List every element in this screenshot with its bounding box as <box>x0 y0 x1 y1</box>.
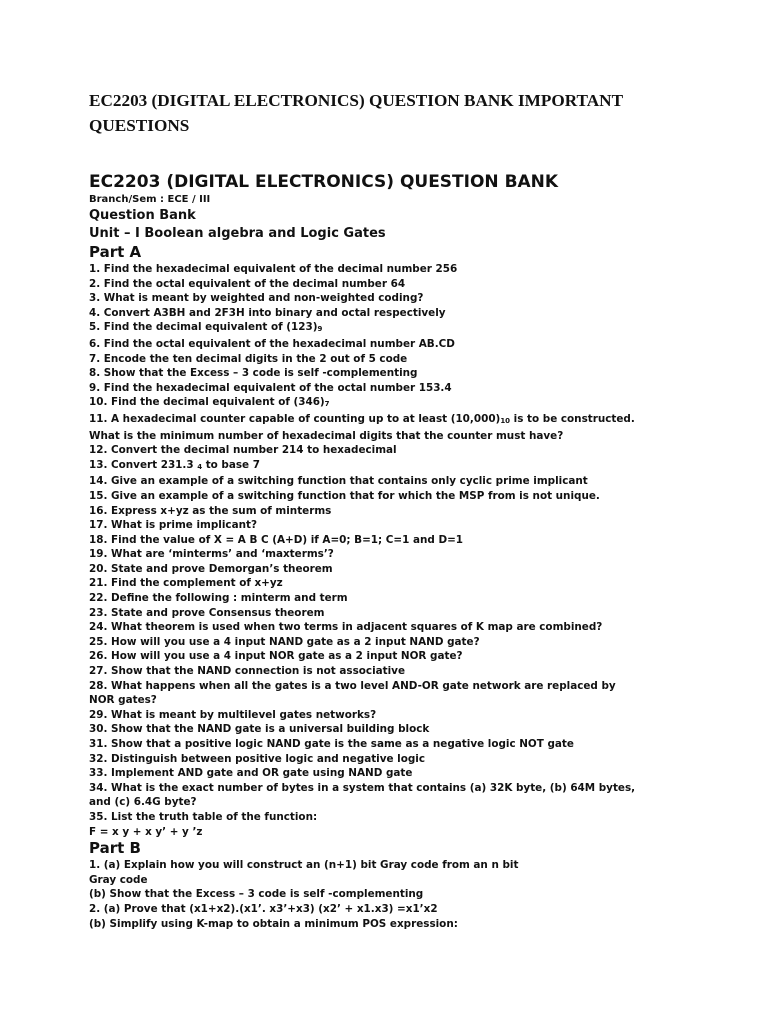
question-item: 31. Show that a positive logic NAND gate is the same as a negative logic NOT gate <box>89 738 574 750</box>
question-item: 30. Show that the NAND gate is a universal building block <box>89 723 430 736</box>
unit-title: Unit – I Boolean algebra and Logic Gates <box>89 226 386 241</box>
question-continuation: Gray code <box>89 873 148 886</box>
question-item: 23. State and prove Consensus theorem <box>89 606 325 619</box>
document <box>89 88 729 931</box>
question-item: 27. Show that the NAND connection is not associative <box>89 665 405 678</box>
page-title-line2: QUESTIONS <box>89 116 190 135</box>
question-text: 5. Find the decimal equivalent of (123) <box>89 321 318 334</box>
question-text: to base 7 <box>202 458 260 471</box>
question-text: is to be constructed. <box>510 412 635 425</box>
question-item: 29. What is meant by multilevel gates networks? <box>89 708 377 721</box>
question-item: 19. What are ‘minterms’ and ‘maxterms’? <box>89 548 334 561</box>
base-subscript: 4 <box>197 462 203 471</box>
question-continuation: NOR gates? <box>89 694 157 707</box>
question-item: 26. How will you use a 4 input NOR gate as a 2 input NOR gate? <box>89 650 463 663</box>
question-item: 1. (a) Explain how you will construct an (n+1) bit Gray code from an n bit <box>89 859 519 872</box>
question-text: 10. Find the decimal equivalent of (346) <box>89 396 325 409</box>
document-heading: EC2203 (DIGITAL ELECTRONICS) QUESTION BANK <box>89 172 559 192</box>
base-subscript: 10 <box>500 416 511 425</box>
question-item <box>89 395 729 412</box>
question-item: 33. Implement AND gate and OR gate using NAND gate <box>89 767 413 780</box>
question-item: 22. Define the following : minterm and term <box>89 592 348 605</box>
page-title <box>89 88 729 138</box>
question-item: 32. Distinguish between positive logic and negative logic <box>89 752 426 765</box>
question-item: 24. What theorem is used when two terms in adjacent squares of K map are combined? <box>89 621 603 634</box>
question-item <box>89 458 729 475</box>
question-item: (b) Show that the Excess – 3 code is self -complementing <box>89 888 424 901</box>
part-b-heading: Part B <box>89 839 141 858</box>
question-item: 12. Convert the decimal number 214 to hexadecimal <box>89 444 397 457</box>
question-item: 17. What is prime implicant? <box>89 519 257 532</box>
question-item: 8. Show that the Excess – 3 code is self -complementing <box>89 367 418 380</box>
question-item: 20. State and prove Demorgan’s theorem <box>89 562 333 575</box>
question-item: 15. Give an example of a switching function that for which the MSP from is not unique. <box>89 489 600 502</box>
question-item: 4. Convert A3BH and 2F3H into binary and octal respectively <box>89 306 446 319</box>
base-subscript: 7 <box>324 400 330 409</box>
question-text: 13. Convert 231.3 <box>89 458 198 471</box>
question-item <box>89 412 729 429</box>
question-item: 9. Find the hexadecimal equivalent of the octal number 153.4 <box>89 381 452 394</box>
page-title-line1: EC2203 (DIGITAL ELECTRONICS) QUESTION BANK IMPORTANT <box>89 91 624 110</box>
question-item: 2. Find the octal equivalent of the decimal number 64 <box>89 277 406 290</box>
question-item: 16. Express x+yz as the sum of minterms <box>89 504 332 517</box>
question-continuation: What is the minimum number of hexadecimal digits that the counter must have? <box>89 429 564 442</box>
question-item: 34. What is the exact number of bytes in a system that contains (a) 32K byte, (b) 64M bytes, <box>89 781 636 794</box>
question-item: 25. How will you use a 4 input NAND gate as a 2 input NAND gate? <box>89 635 480 648</box>
question-item: (b) Simplify using K-map to obtain a minimum POS expression: <box>89 917 458 930</box>
question-item: 7. Encode the ten decimal digits in the 2 out of 5 code <box>89 352 408 365</box>
part-a-heading: Part A <box>89 243 142 261</box>
question-item <box>89 320 729 337</box>
part-b-questions <box>89 858 729 931</box>
question-item: 21. Find the complement of x+yz <box>89 577 283 590</box>
function-expression: F = x y + x y’ + y ’z <box>89 825 203 838</box>
question-item: 2. (a) Prove that (x1+x2).(x1’. x3’+x3) (x2’ + x1.x3) =x1’x2 <box>89 902 438 915</box>
question-item: 3. What is meant by weighted and non-weighted coding? <box>89 292 424 305</box>
question-item: 6. Find the octal equivalent of the hexadecimal number AB.CD <box>89 337 455 350</box>
question-text: 11. A hexadecimal counter capable of counting up to at least (10,000) <box>89 412 501 425</box>
branch-semester: Branch/Sem : ECE / III <box>89 194 211 205</box>
question-item: 28. What happens when all the gates is a two level AND-OR gate network are replaced by <box>89 679 616 692</box>
question-item: 18. Find the value of X = A B C (A+D) if A=0; B=1; C=1 and D=1 <box>89 533 464 546</box>
question-continuation: and (c) 6.4G byte? <box>89 796 197 809</box>
question-item: 14. Give an example of a switching function that contains only cyclic prime implicant <box>89 475 588 488</box>
question-bank-label: Question Bank <box>89 208 196 223</box>
part-a-questions <box>89 262 729 839</box>
question-item: 35. List the truth table of the function: <box>89 810 318 823</box>
base-subscript: 9 <box>317 325 323 334</box>
question-item: 1. Find the hexadecimal equivalent of the decimal number 256 <box>89 263 458 275</box>
